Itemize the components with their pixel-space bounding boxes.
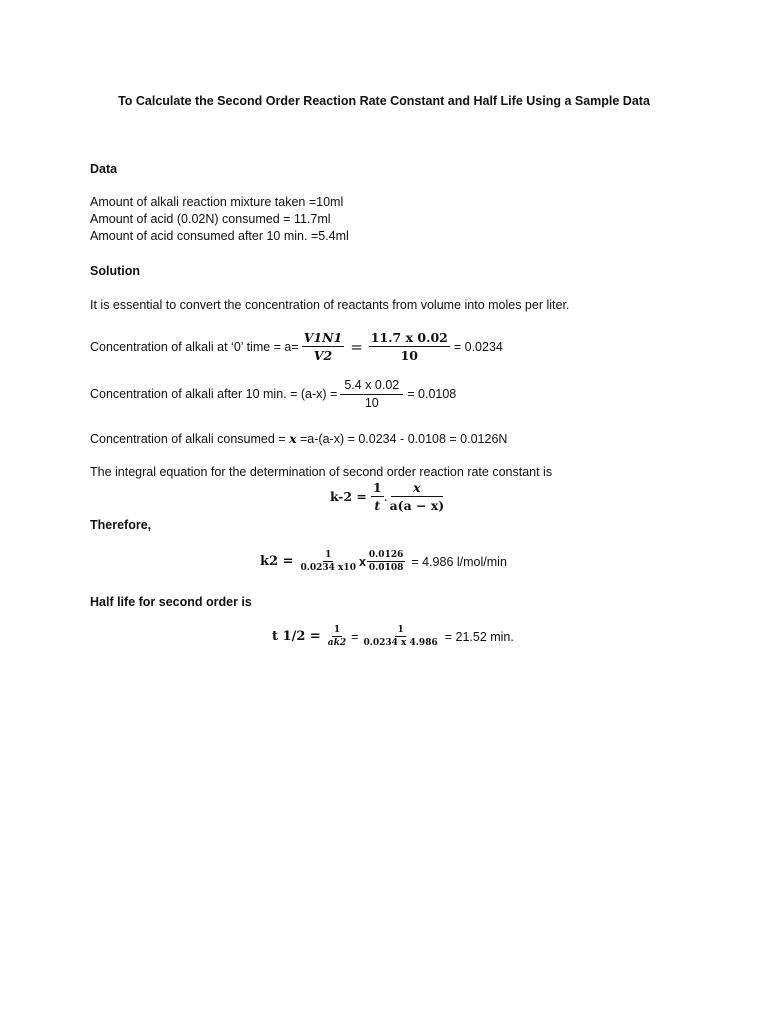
equation-half-life <box>272 625 514 648</box>
data-line-1: Amount of alkali reaction mixture taken =10ml <box>90 195 344 209</box>
eq5-fraction-2: $\frac{0.0126}{0.0108}$ <box>368 550 404 573</box>
data-line-2: Amount of acid (0.02N) consumed = 11.7ml <box>90 212 331 226</box>
eq6-result: = 21.52 min. <box>444 629 514 644</box>
eq6-fraction-1-over-ak2: $\frac{1}{ak2}$ <box>327 625 347 648</box>
eq2-label: Concentration of alkali after 10 min. = (a-x) = <box>90 387 338 401</box>
eq2-fraction: $\frac{5.4 x 0.02}{10}$ <box>340 378 403 410</box>
eq6-fraction-values: $\frac{1}{0.0234 x 4.986}$ <box>363 625 438 648</box>
solution-intro: It is essential to convert the concentration of reactants from volume into moles per liter. <box>90 298 570 312</box>
eq2-result: = 0.0108 <box>407 387 457 401</box>
half-life-text: Half life for second order is <box>90 595 252 609</box>
eq3-label: Concentration of alkali consumed = <box>90 432 290 446</box>
data-heading: Data <box>90 162 118 176</box>
equation-rate-constant-value <box>260 550 507 573</box>
data-line-3: Amount of acid consumed after 10 min. =5.4ml <box>90 229 349 243</box>
eq4-fraction-1-over-t: $\frac{1}{t}$ <box>372 480 382 513</box>
equation-initial-concentration <box>90 330 503 363</box>
eq1-label: Concentration of alkali at ‘0’ time = a= <box>90 339 299 354</box>
eq4-dot: . <box>383 489 388 504</box>
eq3-rest: =a-(a-x) = 0.0234 - 0.0108 = 0.0126N <box>296 432 508 446</box>
eq1-fraction-values: $\frac{11.7 x 0.02}{10}$ <box>370 330 448 363</box>
therefore-text: Therefore, <box>90 518 152 532</box>
document-title: To Calculate the Second Order Reaction Rate Constant and Half Life Using a Sample Data <box>118 94 650 108</box>
equation-after-10min-concentration <box>90 378 456 410</box>
equation-rate-constant-general <box>330 480 446 513</box>
eq4-fraction-x-over-a: $\frac{x}{a(a - x)}$ <box>389 480 445 513</box>
eq3-variable-x: x <box>289 431 297 446</box>
eq5-fraction-1: $\frac{1}{0.0234 x10}$ <box>300 550 356 573</box>
eq5-times: x <box>358 554 366 569</box>
integral-equation-text: The integral equation for the determination of second order reaction rate constant is <box>90 465 553 479</box>
equation-consumed-concentration <box>90 431 507 446</box>
eq6-equals: = <box>351 629 359 644</box>
eq4-lhs: k-2 = <box>330 489 367 504</box>
eq6-lhs: t 1/2 = <box>272 629 321 644</box>
eq1-fraction-v1n1: $\frac{V1N1}{V2}$ <box>303 330 343 363</box>
eq1-equals: = <box>350 337 363 356</box>
solution-heading: Solution <box>90 264 140 278</box>
eq5-lhs: k2 = <box>260 554 294 569</box>
eq5-result: = 4.986 l/mol/min <box>411 554 507 569</box>
eq1-result: = 0.0234 <box>453 339 503 354</box>
